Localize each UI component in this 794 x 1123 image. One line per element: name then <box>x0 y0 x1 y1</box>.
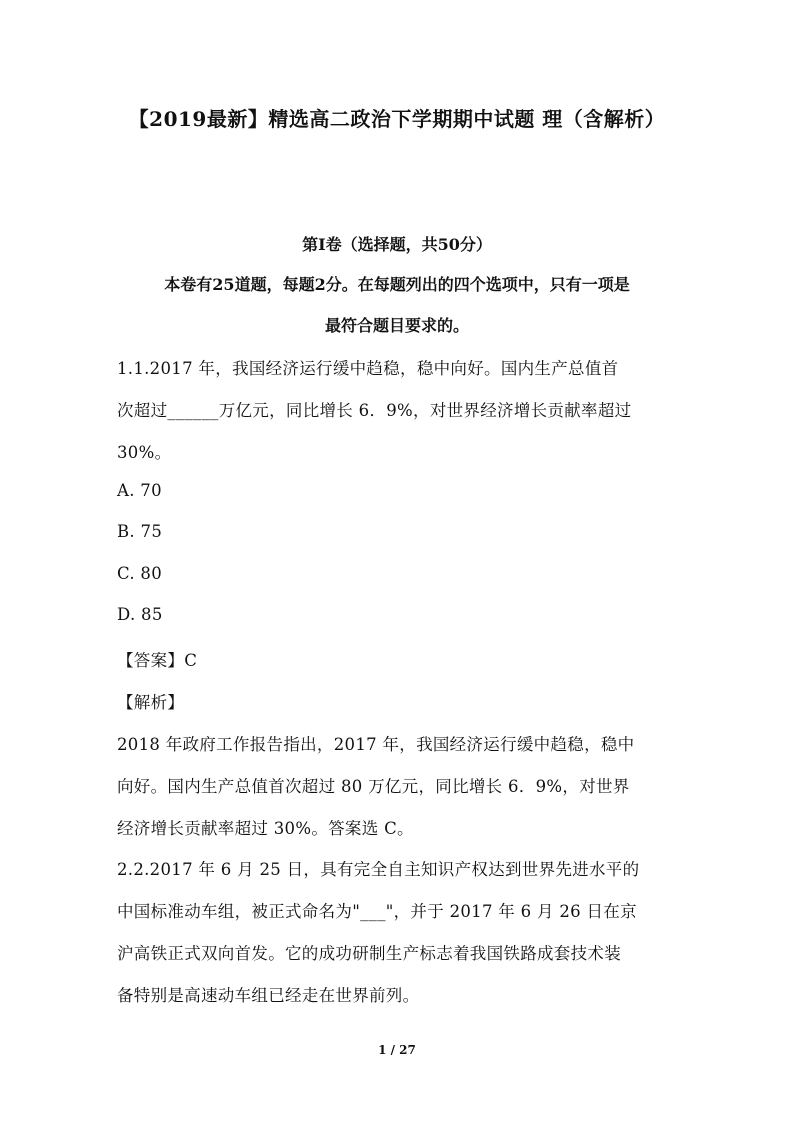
analysis-line-2: 向好。国内生产总值首次超过 80 万亿元，同比增长 6．9%，对世界 <box>117 777 630 796</box>
question-2-stem-line-3: 沪高铁正式双向首发。它的成功研制生产标志着我国铁路成套技术装 <box>117 944 621 963</box>
question-2-stem-line-2: 中国标准动车组，被正式命名为"___"，并于 2017 年 6 月 26 日在京 <box>117 902 637 921</box>
section-title: 第Ⅰ卷（选择题，共50分） <box>302 235 492 254</box>
question-1-stem-line-2: 次超过______万亿元，同比增长 6．9%，对世界经济增长贡献率超过 <box>117 401 632 420</box>
analysis-label: 【解析】 <box>117 693 185 712</box>
question-2-stem-line-1: 2.2.2017 年 6 月 25 日，具有完全自主知识产权达到世界先进水平的 <box>117 860 640 879</box>
page-number: 1 / 27 <box>378 1043 416 1057</box>
option-d: D. 85 <box>117 605 163 624</box>
question-2-stem-line-4: 备特别是高速动车组已经走在世界前列。 <box>117 986 420 1005</box>
option-a: A. 70 <box>117 481 162 500</box>
answer: 【答案】C <box>117 651 198 670</box>
question-1-stem-line-1: 1.1.2017 年，我国经济运行缓中趋稳，稳中向好。国内生产总值首 <box>117 359 619 378</box>
document-title: 【2019最新】精选高二政治下学期期中试题 理（含解析） <box>128 107 666 131</box>
option-b: B. 75 <box>117 522 163 541</box>
option-c: C. 80 <box>117 564 163 583</box>
question-1-stem-line-3: 30%。 <box>117 443 172 462</box>
analysis-line-1: 2018 年政府工作报告指出，2017 年，我国经济运行缓中趋稳，稳中 <box>117 735 635 754</box>
analysis-line-3: 经济增长贡献率超过 30%。答案选 C。 <box>117 819 414 838</box>
instructions-line-2: 最符合题目要求的。 <box>324 316 469 335</box>
instructions-line-1: 本卷有25道题，每题2分。在每题列出的四个选项中，只有一项是 <box>164 275 630 294</box>
